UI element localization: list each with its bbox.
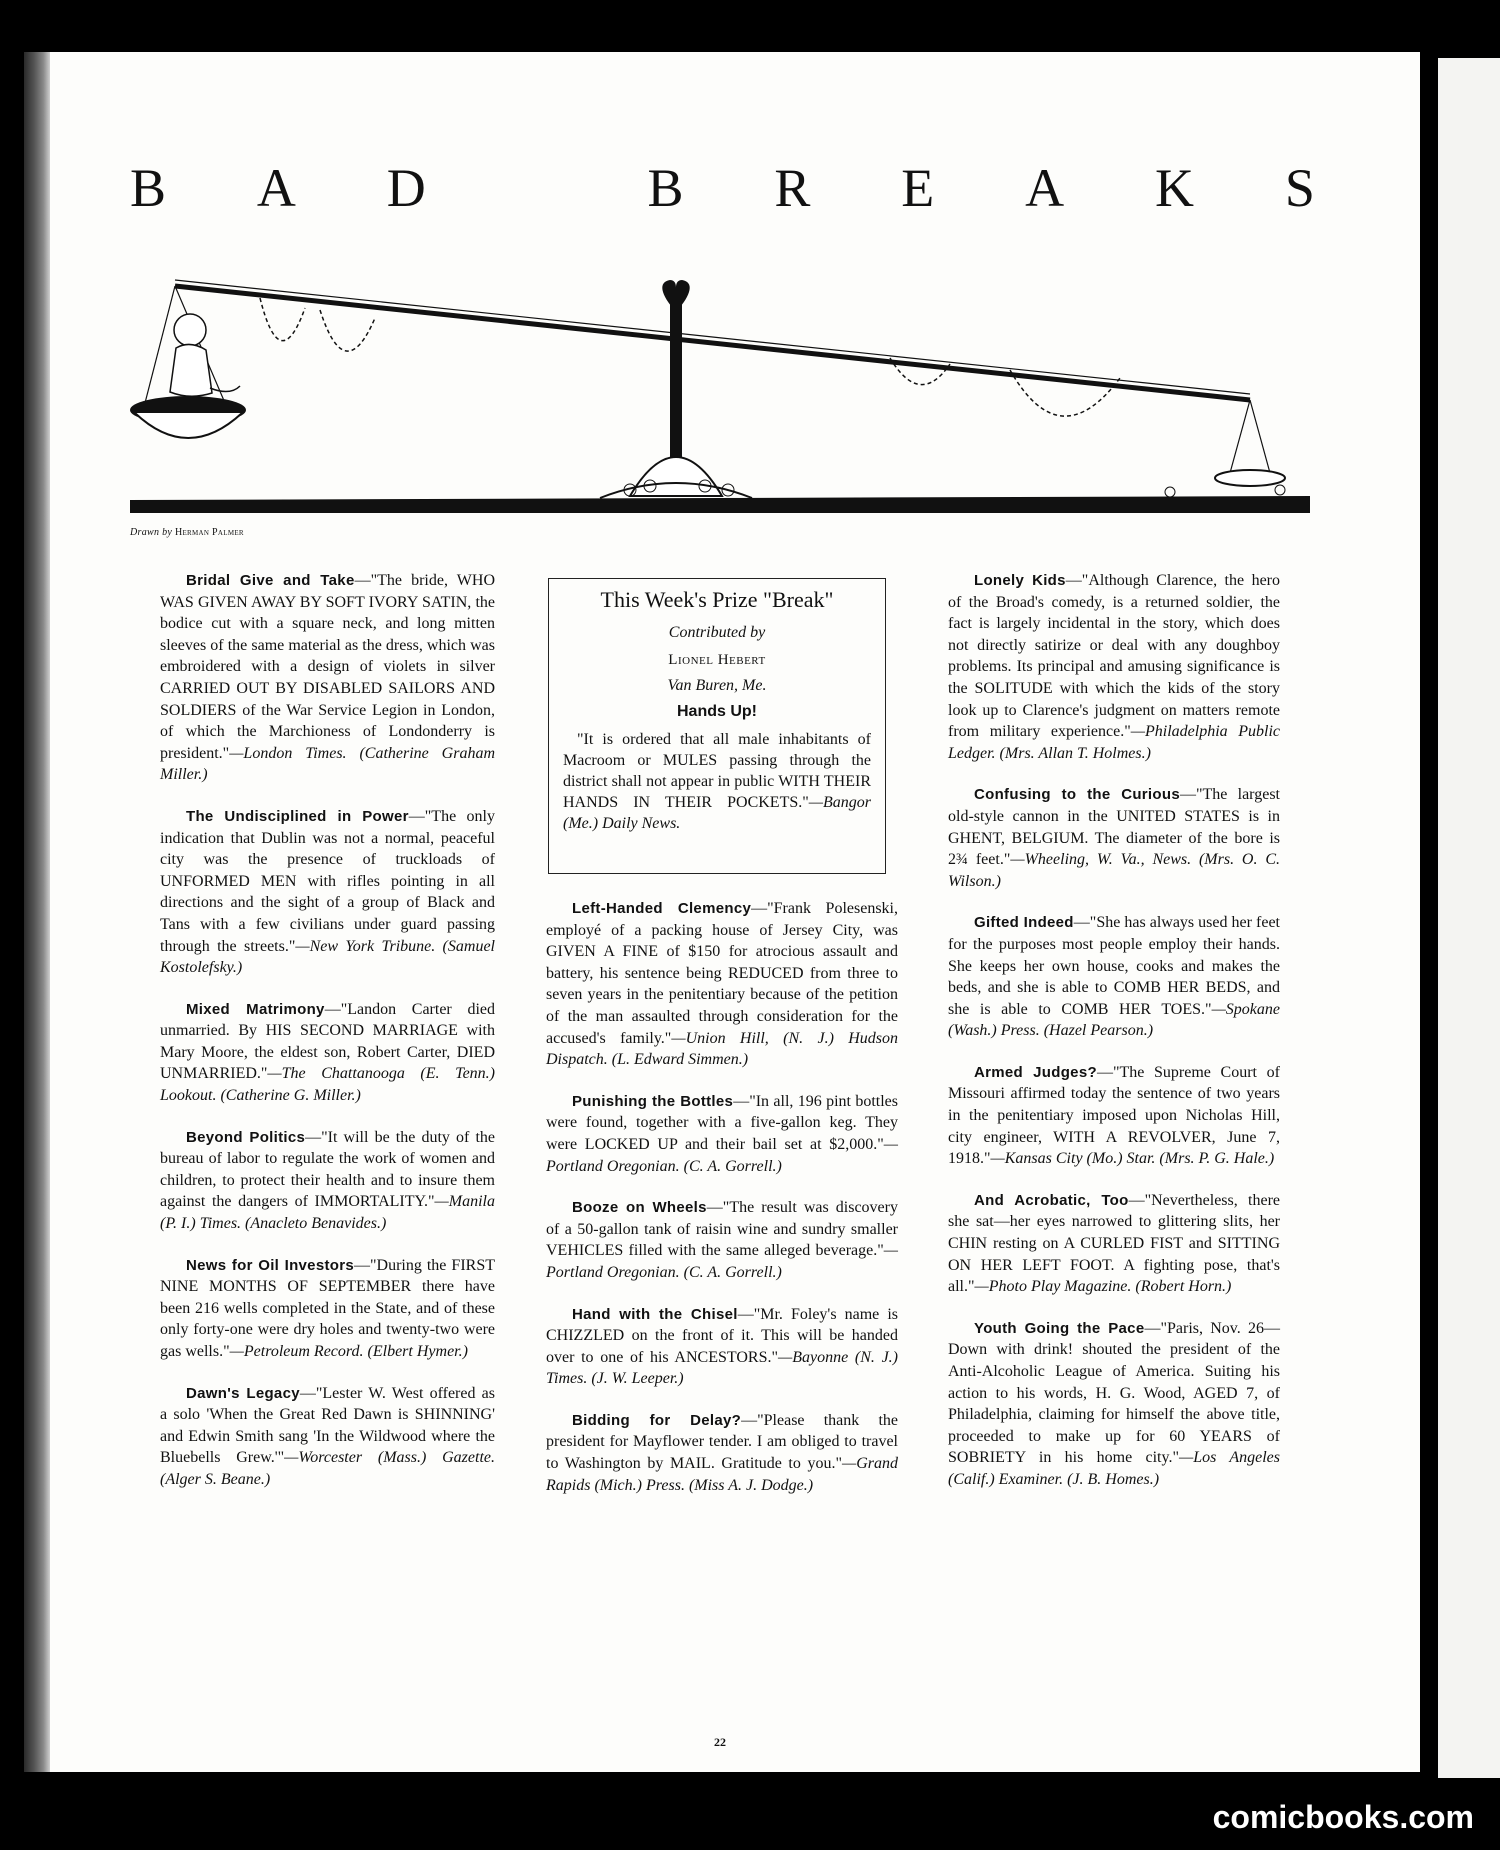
anecdote: Dawn's Legacy—"Lester W. West offered as a solo 'When the Great Red Dawn is SHINNING' and Edwin Smith sang 'In the Wildwood where the Bluebells Grew.'"—Worcester (Mass.) Gazette. (Alger S. Beane.) [160, 1384, 495, 1488]
anecdote: Mixed Matrimony—"Landon Carter died unmarried. By HIS SECOND MARRIAGE with Mary Moore, the eldest son, Robert Carter, DIED UNMARRIED."—The Chattanooga (E. Tenn.) Lookout. (Catherine G. Miller.) [160, 1000, 495, 1105]
anecdote: And Acrobatic, Too—"Nevertheless, there she sat—her eyes narrowed to glittering slits, her CHIN resting on A CURLED FIST and SITTING ON HER LEFT FOOT. A fighting pose, that's all."—Photo Play Magazine. (Robert Horn.) [948, 1191, 1280, 1296]
illustration-credit: Drawn by Herman Palmer [130, 527, 244, 538]
anecdote: Bridal Give and Take—"The bride, WHO WAS GIVEN AWAY BY SOFT IVORY SATIN, the bodice cut with a square neck, and long mitten sleeves of the same material as the dress, which was embroidered with a design of violets in silver CARRIED OUT BY DISABLED SAILORS AND SOLDIERS of the War Service Legion in London, of which the Marchioness of Londonderry is president."—London Times. (Catherine Graham Miller.) [160, 572, 496, 784]
page-binding-edge [24, 52, 50, 1772]
anecdote: Armed Judges?—"The Supreme Court of Missouri affirmed today the sentence of two years in the penitentiary imposed upon Nicholas Hill, city engineer, WITH A REVOLVER, June 7, 1918."—Kansas City (Mo.) Star. (Mrs. P. G. Hale.) [948, 1063, 1280, 1168]
anecdote: Confusing to the Curious—"The largest old-style cannon in the UNITED STATES is in GHENT, BELGIUM. The diameter of the bore is 2¾ feet."—Wheeling, W. Va., News. (Mrs. O. C. Wilson.) [948, 786, 1281, 890]
title-letter: S [1284, 158, 1315, 218]
anecdote: Youth Going the Pace—"Paris, Nov. 26—Down with drink! shouted the president of the Anti-Alcoholic League of America. Suiting his action to his words, H. G. Wood, AGED 7, of Philadelphia, claiming for himself the above title, proceeded to make up for 60 YEARS of SOBRIETY in his home city."—Los Angeles (Calif.) Examiner. (J. B. Homes.) [948, 1319, 1281, 1488]
anecdote: Lonely Kids—"Although Clarence, the hero of the Broad's comedy, is a returned soldier, the fact is largely incidental in the story, which does not directly satirize or deal with any doughboy problems. Its principal and amusing significance is the SOLITUDE with which the kids of the story look up to Clarence's judgment on matters remote from military experience."—Philadelphia Public Ledger. (Mrs. Allan T. Holmes.) [948, 572, 1280, 762]
prize-quote: "It is ordered that all male inhabitants of Macroom or MULES passing through the district shall not appear in public WITH THEIR HANDS IN THEIR POCKETS."—Bangor (Me.) Daily News. [563, 731, 871, 832]
title-letter: B [130, 158, 167, 218]
anecdote: Left-Handed Clemency—"Frank Polesenski, employé of a packing house of Jersey City, was GIVEN A FINE of $150 for atrocious assault and battery, his sentence being REDUCED from three to seven years in the penitentiary because of the petition of the man assaulted through consideration for the accused's family."—Union Hill, (N. J.) Hudson Dispatch. (L. Edward Simmen.) [546, 900, 899, 1069]
prize-contributed: Contributed by [668, 624, 766, 641]
page-number: 22 [714, 1735, 726, 1749]
title-letter: K [1154, 158, 1194, 218]
title-letter: R [774, 158, 811, 218]
anecdote: The Undisciplined in Power—"The only indication that Dublin was not a normal, peaceful city was the presence of truckloads of UNFORMED MEN with rifles pointing in all directions and the sight of a group of Black and Tans with a few civilians under guard passing through the streets."—New York Tribune. (Samuel Kostolefsky.) [160, 807, 495, 977]
title-letter: A [256, 158, 296, 218]
column-1 [160, 570, 495, 1511]
anecdote: Punishing the Bottles—"In all, 196 pint bottles were found, together with a five-gallon keg. They were LOCKED UP and their bail set at $2,000."—Portland Oregonian. (C. A. Gorrell.) [546, 1092, 899, 1175]
prize-break-box [548, 578, 886, 874]
balance-scale-illustration [130, 268, 1310, 518]
anecdote: Booze on Wheels—"The result was discovery of a 50-gallon tank of raisin wine and sundry smaller VEHICLES filled with the same alleged beverage."—Portland Oregonian. (C. A. Gorrell.) [546, 1199, 898, 1281]
column-2 [546, 898, 898, 1516]
title-letter: D [386, 158, 426, 218]
anecdote: Gifted Indeed—"She has always used her feet for the purposes most people employ their hands. She keeps her own house, cooks and makes the beds, and she is able to COMB HER BEDS, and she is able to COMB HER TOES."—Spokane (Wash.) Press. (Hazel Pearson.) [948, 914, 1280, 1040]
anecdote: Bidding for Delay?—"Please thank the president for Mayflower tender. I am obliged to travel to Washington by MAIL. Gratitude to you."—Grand Rapids (Mich.) Press. (Miss A. J. Dodge.) [546, 1411, 898, 1494]
anecdote: Beyond Politics—"It will be the duty of the bureau of labor to regulate the work of women and children, to protect their health and to insure them against the dangers of IMMORTALITY."—Manila (P. I.) Times. (Anacleto Benavides.) [160, 1128, 495, 1233]
anecdote: News for Oil Investors—"During the FIRST NINE MONTHS OF SEPTEMBER there have been 216 wells completed in the State, and of these only forty-one were dry holes and twenty-two were gas wells."—Petroleum Record. (Elbert Hymer.) [160, 1256, 495, 1360]
title-letter: A [1025, 158, 1065, 218]
anecdote: Hand with the Chisel—"Mr. Foley's name is CHIZZLED on the front of it. This will be handed over to one of his ANCESTORS."—Bayonne (N. J.) Times. (J. W. Leeper.) [546, 1305, 899, 1388]
adjacent-page-edge [1438, 58, 1500, 1778]
page-title [130, 158, 1315, 218]
watermark: comicbooks.com [1212, 1799, 1474, 1835]
prize-heading: This Week's Prize "Break" [600, 587, 834, 612]
column-3 [948, 570, 1280, 1511]
title-letter: B [647, 158, 684, 218]
title-letter: E [901, 158, 935, 218]
prize-title: Hands Up! [677, 703, 757, 720]
prize-contributor-location: Van Buren, Me. [667, 677, 767, 694]
prize-contributor-name: Lionel Hebert [668, 652, 766, 668]
